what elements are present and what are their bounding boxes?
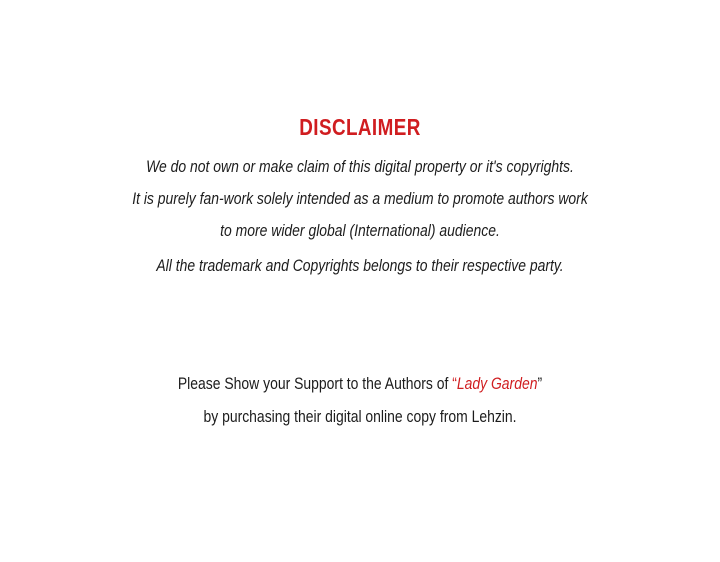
support-close-quote: ” (537, 374, 543, 393)
trademark-line: All the trademark and Copyrights belongs to their respective party. (156, 256, 564, 275)
trademark-paragraph (65, 250, 655, 282)
support-paragraph (65, 367, 655, 433)
disclaimer-title: DISCLAIMER (299, 114, 421, 140)
disclaimer-paragraph (65, 151, 655, 247)
support-line (65, 367, 655, 400)
disclaimer-line-3: to more wider global (International) audience. (220, 221, 500, 240)
disclaimer-line-1: We do not own or make claim of this digital property or it's copyrights. (146, 157, 574, 176)
support-purchase-line: by purchasing their digital online copy from Lehzin. (203, 407, 517, 426)
support-book-title: Lady Garden (456, 374, 538, 393)
disclaimer-line-2: It is purely fan-work solely intended as a medium to promote authors work (132, 189, 588, 208)
support-open-quote: “ (452, 374, 457, 393)
disclaimer-content (65, 0, 655, 433)
support-prefix: Please Show your Support to the Authors of (177, 374, 453, 393)
